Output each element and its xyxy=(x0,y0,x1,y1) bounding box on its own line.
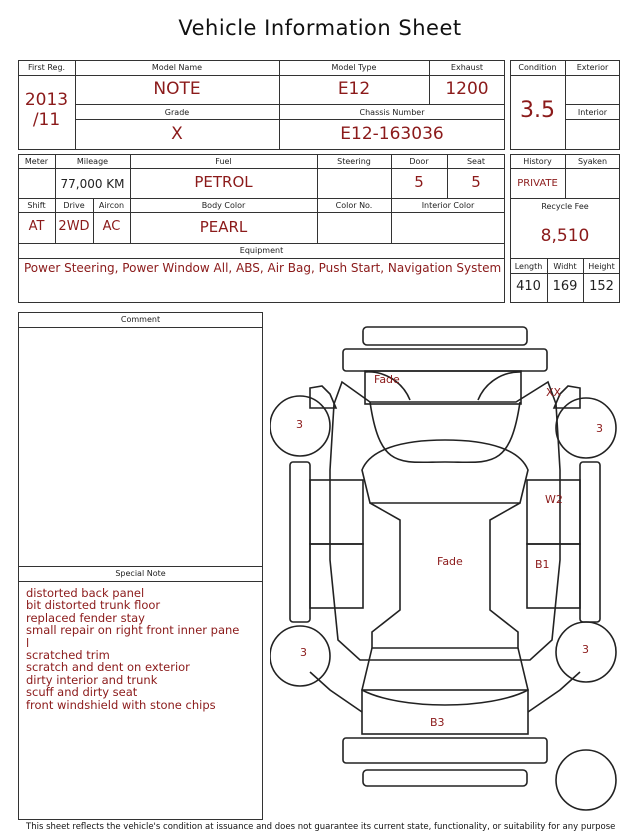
left-rocker xyxy=(290,462,310,622)
equipment-label: Equipment xyxy=(239,246,284,255)
width-value: 169 xyxy=(552,279,578,294)
model-type-value: E12 xyxy=(337,79,371,99)
front-right-corner-mark: XX xyxy=(546,386,562,399)
model-name-value: NOTE xyxy=(153,79,201,99)
aircon-label: Aircon xyxy=(98,201,125,210)
width-label: Widht xyxy=(553,262,577,271)
drive-value: 2WD xyxy=(58,219,90,234)
tire-front-right-mark: 3 xyxy=(596,422,603,435)
right-rear-door xyxy=(527,544,580,608)
special-note-label: Special Note xyxy=(115,569,166,578)
tire-rear-left-mark: 3 xyxy=(300,646,307,659)
body-color-label: Body Color xyxy=(201,201,246,210)
special-note-item: scuff and dirty seat xyxy=(26,685,138,700)
disclaimer-footer: This sheet reflects the vehicle's condition at issuance and does not guarantee its current state, functionality, or suitability for any purpose xyxy=(26,822,616,832)
recycle-fee-value: 8,510 xyxy=(540,226,590,246)
special-note-item: bit distorted trunk floor xyxy=(26,598,161,613)
chassis-number-value: E12-163036 xyxy=(340,124,444,144)
fuel-value: PETROL xyxy=(194,173,253,191)
shift-value: AT xyxy=(28,219,45,234)
roof-mark: Fade xyxy=(437,555,463,568)
rear-windshield xyxy=(362,648,528,705)
left-front-door xyxy=(310,480,363,544)
special-note-item: scratch and dent on exterior xyxy=(26,660,190,675)
seat-value: 5 xyxy=(471,173,481,191)
hood-mark: Fade xyxy=(374,373,400,386)
right-front-door-mark: W2 xyxy=(545,493,563,506)
equipment-value: Power Steering, Power Window All, ABS, Air Bag, Push Start, Navigation System xyxy=(24,261,502,275)
first-reg-year-value: 2013 xyxy=(24,90,69,110)
first-reg-label: First Reg. xyxy=(27,63,66,72)
right-front-door xyxy=(527,480,580,544)
chassis-number-label: Chassis Number xyxy=(359,108,425,117)
left-rear-door xyxy=(310,544,363,608)
mileage-value: 77,000 KM xyxy=(60,177,125,191)
tire-front-right xyxy=(556,398,616,458)
car-damage-diagram xyxy=(270,320,632,815)
steering-label: Steering xyxy=(337,157,371,166)
sheet-title: Vehicle Information Sheet xyxy=(178,16,462,40)
model-name-label: Model Name xyxy=(151,63,203,72)
exhaust-value: 1200 xyxy=(445,79,489,99)
car-body-outline xyxy=(330,382,560,660)
special-note-item: distorted back panel xyxy=(26,586,145,600)
fuel-label: Fuel xyxy=(215,157,232,166)
height-value: 152 xyxy=(589,279,614,294)
special-note-list xyxy=(26,587,239,711)
model-type-label: Model Type xyxy=(331,63,377,72)
front-bumper-top xyxy=(363,327,527,345)
drive-label: Drive xyxy=(63,201,85,210)
grade-label: Grade xyxy=(164,108,190,117)
history-label: History xyxy=(523,157,552,166)
rear-bumper-bottom xyxy=(363,770,527,786)
tire-front-left-mark: 3 xyxy=(296,418,303,431)
mileage-label: Mileage xyxy=(76,157,109,166)
windshield xyxy=(362,440,528,503)
rear-bumper xyxy=(343,738,547,763)
meter-label: Meter xyxy=(24,157,49,166)
trunk xyxy=(362,690,528,734)
spare-tire xyxy=(556,750,616,810)
special-note-item: replaced fender stay xyxy=(26,610,145,625)
comment-label: Comment xyxy=(120,315,161,324)
exterior-label: Exterior xyxy=(576,63,609,72)
condition-value: 3.5 xyxy=(520,98,555,123)
height-label: Height xyxy=(588,262,615,271)
right-rear-door-mark: B1 xyxy=(535,558,550,571)
recycle-fee-label: Recycle Fee xyxy=(541,202,589,211)
history-value: PRIVATE xyxy=(517,178,558,189)
aircon-value: AC xyxy=(102,219,121,234)
tire-rear-right-mark: 3 xyxy=(582,643,589,656)
length-label: Length xyxy=(514,262,543,271)
first-reg-month-value: /11 xyxy=(32,110,61,130)
roof xyxy=(370,503,520,648)
exhaust-label: Exhaust xyxy=(450,63,484,72)
right-rocker xyxy=(580,462,600,622)
shift-label: Shift xyxy=(27,201,46,210)
special-note-item: scratched trim xyxy=(26,648,110,663)
interior-label: Interior xyxy=(577,108,608,117)
special-note-item: small repair on right front inner pane xyxy=(26,623,240,638)
syaken-label: Syaken xyxy=(577,157,608,166)
color-no-label: Color No. xyxy=(335,201,373,210)
interior-color-label: Interior Color xyxy=(421,201,475,210)
door-value: 5 xyxy=(414,173,424,191)
condition-label: Condition xyxy=(518,63,557,72)
special-note-item: front windshield with stone chips xyxy=(26,697,216,712)
door-label: Door xyxy=(409,157,429,166)
front-bumper xyxy=(343,349,547,371)
grade-value: X xyxy=(171,124,183,144)
length-value: 410 xyxy=(516,279,541,294)
front-left-corner xyxy=(310,386,336,408)
seat-label: Seat xyxy=(466,157,486,166)
rear-bumper-mark: B3 xyxy=(430,716,445,729)
body-color-value: PEARL xyxy=(199,218,248,236)
special-note-item: dirty interior and trunk xyxy=(26,672,158,687)
special-note-item: l xyxy=(26,635,30,650)
